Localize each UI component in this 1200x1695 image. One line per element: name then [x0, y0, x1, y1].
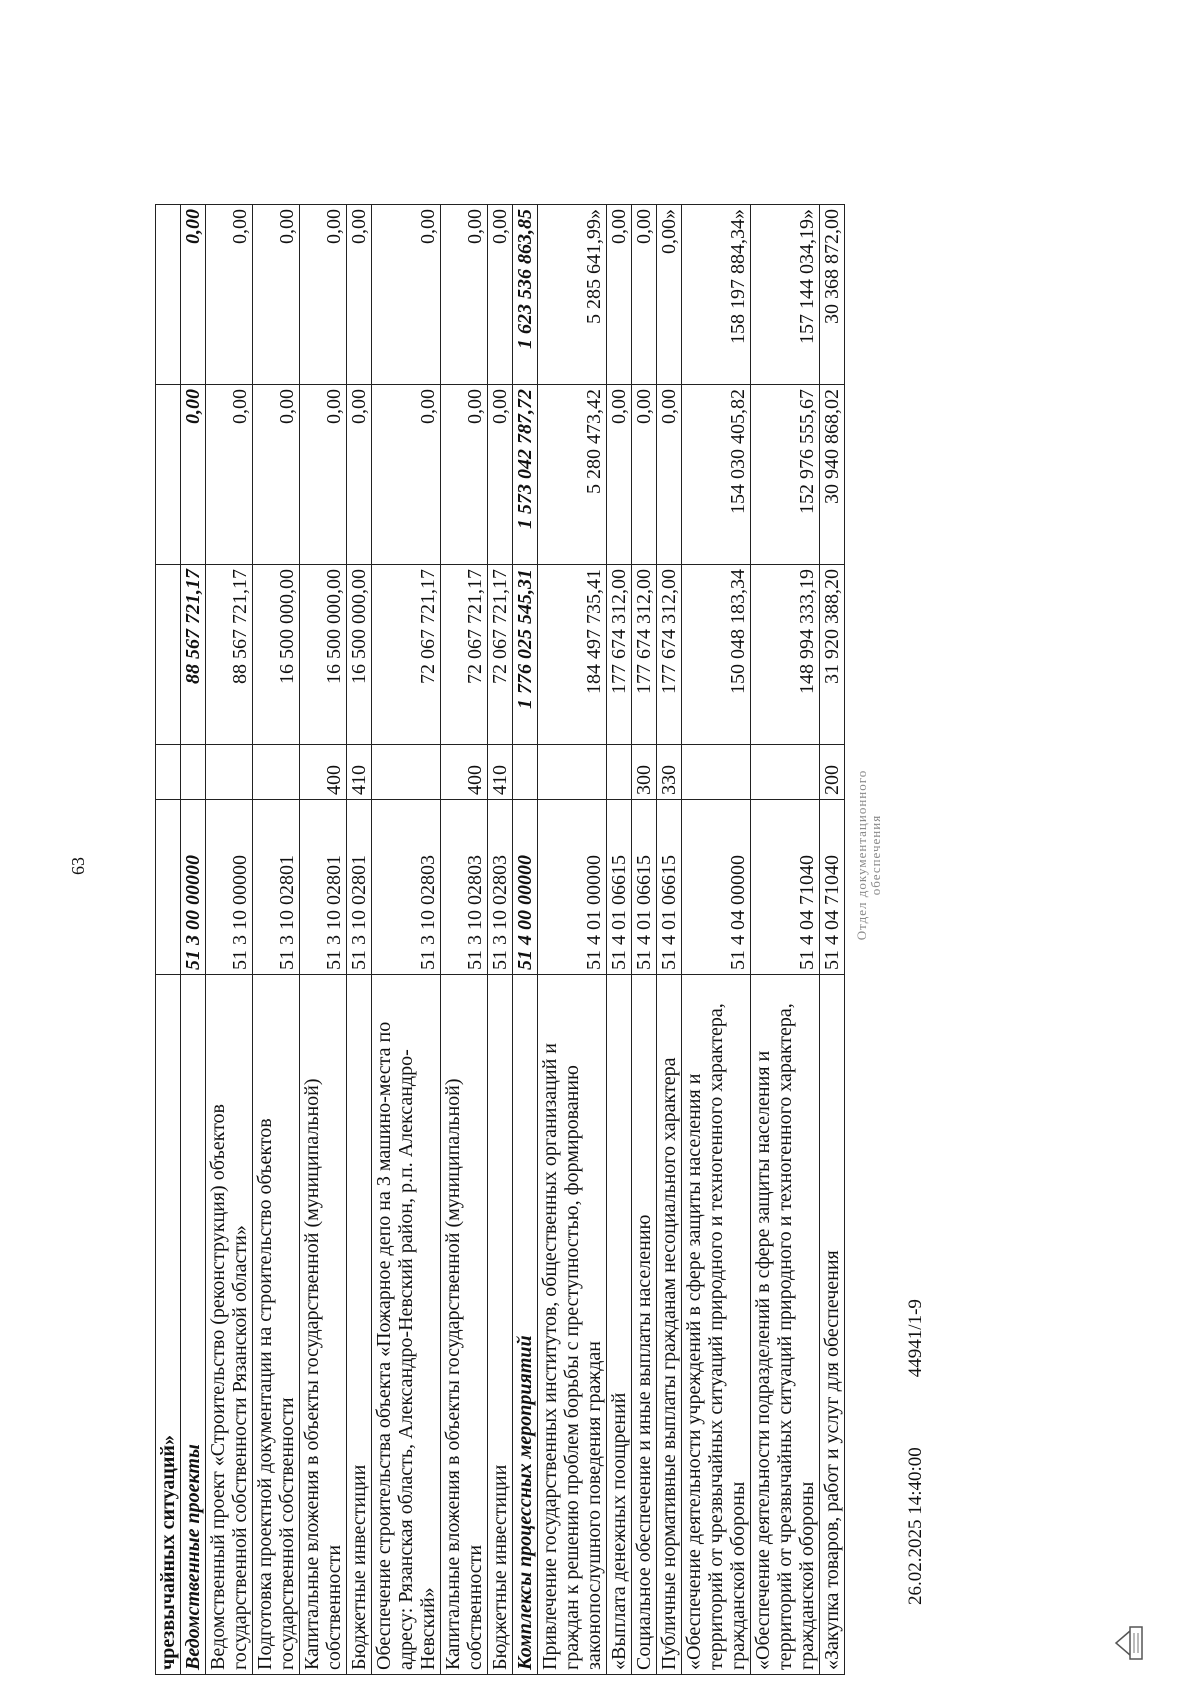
row-type-cell: 200: [820, 745, 845, 800]
row-value-2026-cell: 30 940 868,02: [820, 385, 845, 565]
table-row: [632, 205, 657, 1675]
row-value-2027-cell: 0,00: [206, 205, 253, 385]
row-type-cell: [181, 745, 206, 800]
row-value-2026-cell: 0,00: [607, 385, 632, 565]
row-code-cell: 51 3 10 00000: [206, 800, 253, 975]
row-value-2025-cell: 148 994 333,19: [751, 565, 820, 745]
row-value-2027-cell: 1 623 536 863,85: [513, 205, 538, 385]
table-row: [538, 205, 607, 1675]
row-type-cell: 400: [300, 745, 347, 800]
row-value-2026-cell: 1 573 042 787,72: [513, 385, 538, 565]
row-value-2025-cell: 88 567 721,17: [206, 565, 253, 745]
row-value-2026-cell: [156, 385, 181, 565]
row-value-2027-cell: 0,00: [300, 205, 347, 385]
budget-table: [155, 204, 845, 1675]
row-value-2025-cell: 16 500 000,00: [253, 565, 300, 745]
row-type-cell: [372, 745, 441, 800]
row-value-2026-cell: 0,00: [253, 385, 300, 565]
row-value-2026-cell: 0,00: [181, 385, 206, 565]
row-value-2026-cell: 0,00: [441, 385, 488, 565]
row-value-2025-cell: 16 500 000,00: [300, 565, 347, 745]
row-type-cell: [607, 745, 632, 800]
row-name-cell: Публичные нормативные выплаты гражданам несоциального характера: [657, 975, 682, 1675]
row-code-cell: 51 4 01 00000: [538, 800, 607, 975]
row-code-cell: 51 3 10 02803: [441, 800, 488, 975]
row-name-cell: Обеспечение строительства объекта «Пожарное депо на 3 машино-места по адресу: Рязанская область, Александро-Невский район, р.п. Александро-Невский»: [372, 975, 441, 1675]
row-value-2025-cell: 72 067 721,17: [372, 565, 441, 745]
row-name-cell: Капитальные вложения в объекты государственной (муниципальной) собственности: [441, 975, 488, 1675]
row-value-2027-cell: 0,00: [372, 205, 441, 385]
row-value-2025-cell: 150 048 183,34: [682, 565, 751, 745]
table-row: [372, 205, 441, 1675]
row-code-cell: 51 4 04 00000: [682, 800, 751, 975]
table-row: [156, 205, 181, 1675]
row-type-cell: [206, 745, 253, 800]
row-name-cell: Капитальные вложения в объекты государственной (муниципальной) собственности: [300, 975, 347, 1675]
row-name-cell: Привлечение государственных институтов, общественных организаций и граждан к решению проблем борьбы с преступностью, формированию законопослушного поведения граждан: [538, 975, 607, 1675]
row-value-2026-cell: 0,00: [657, 385, 682, 565]
row-value-2026-cell: 154 030 405,82: [682, 385, 751, 565]
row-code-cell: 51 4 04 71040: [751, 800, 820, 975]
table-row: [513, 205, 538, 1675]
row-value-2025-cell: 31 920 388,20: [820, 565, 845, 745]
table-row: [820, 205, 845, 1675]
row-code-cell: 51 3 10 02803: [488, 800, 513, 975]
row-value-2027-cell: 157 144 034,19»: [751, 205, 820, 385]
row-name-cell: Подготовка проектной документации на строительство объектов государственной собственности: [253, 975, 300, 1675]
row-value-2025-cell: 1 776 025 545,31: [513, 565, 538, 745]
row-value-2027-cell: 0,00: [607, 205, 632, 385]
table-row: [751, 205, 820, 1675]
row-value-2025-cell: [156, 565, 181, 745]
row-name-cell: Социальное обеспечение и иные выплаты населению: [632, 975, 657, 1675]
row-value-2027-cell: 0,00: [253, 205, 300, 385]
row-name-cell: «Обеспечение деятельности учреждений в сфере защиты населения и территорий от чрезвычайных ситуаций природного и техногенного характера, гражданской обороны: [682, 975, 751, 1675]
row-value-2026-cell: 0,00: [300, 385, 347, 565]
row-value-2027-cell: [156, 205, 181, 385]
page-number: 63: [68, 857, 88, 875]
faint-stamp-line: Отдел документационного: [854, 769, 869, 941]
row-name-cell: чрезвычайных ситуаций»: [156, 975, 181, 1675]
row-value-2025-cell: 16 500 000,00: [347, 565, 372, 745]
row-value-2025-cell: 177 674 312,00: [657, 565, 682, 745]
row-code-cell: 51 3 10 02803: [372, 800, 441, 975]
row-name-cell: «Обеспечение деятельности подразделений в сфере защиты населения и территорий от чрезвычайных ситуаций природного и техногенного характера, гражданской обороны: [751, 975, 820, 1675]
row-code-cell: 51 4 01 06615: [657, 800, 682, 975]
row-code-cell: 51 4 04 71040: [820, 800, 845, 975]
row-value-2027-cell: 0,00: [488, 205, 513, 385]
row-name-cell: Ведомственные проекты: [181, 975, 206, 1675]
table-row: [206, 205, 253, 1675]
row-value-2027-cell: 158 197 884,34»: [682, 205, 751, 385]
row-value-2026-cell: 0,00: [206, 385, 253, 565]
row-value-2027-cell: 0,00: [632, 205, 657, 385]
row-value-2026-cell: 0,00: [372, 385, 441, 565]
table-row: [488, 205, 513, 1675]
row-value-2025-cell: 177 674 312,00: [632, 565, 657, 745]
table-row: [682, 205, 751, 1675]
row-name-cell: Бюджетные инвестиции: [488, 975, 513, 1675]
row-code-cell: 51 4 01 06615: [607, 800, 632, 975]
row-value-2027-cell: 5 285 641,99»: [538, 205, 607, 385]
table-row: [300, 205, 347, 1675]
table-row: [253, 205, 300, 1675]
row-type-cell: [156, 745, 181, 800]
table-row: [441, 205, 488, 1675]
row-name-cell: Комплексы процессных мероприятий: [513, 975, 538, 1675]
footer-stamp: [905, 885, 927, 1605]
row-code-cell: 51 3 10 02801: [347, 800, 372, 975]
emblem-icon: [1112, 1623, 1151, 1663]
row-value-2025-cell: 88 567 721,17: [181, 565, 206, 745]
row-type-cell: [538, 745, 607, 800]
row-type-cell: 400: [441, 745, 488, 800]
row-code-cell: 51 4 01 06615: [632, 800, 657, 975]
row-value-2027-cell: 0,00: [181, 205, 206, 385]
row-name-cell: «Закупка товаров, работ и услуг для обеспечения: [820, 975, 845, 1675]
row-value-2027-cell: 30 368 872,00: [820, 205, 845, 385]
footer-date: 26.02.2025 14:40:00: [905, 1447, 926, 1605]
row-name-cell: Бюджетные инвестиции: [347, 975, 372, 1675]
row-name-cell: Ведомственный проект «Строительство (реконструкция) объектов государственной собственности Рязанской области»: [206, 975, 253, 1675]
row-type-cell: [253, 745, 300, 800]
faint-stamp: [855, 735, 883, 975]
row-value-2025-cell: 72 067 721,17: [441, 565, 488, 745]
row-code-cell: 51 3 10 02801: [253, 800, 300, 975]
row-type-cell: [751, 745, 820, 800]
row-code-cell: 51 3 10 02801: [300, 800, 347, 975]
row-code-cell: 51 4 00 00000: [513, 800, 538, 975]
row-type-cell: [682, 745, 751, 800]
row-type-cell: 410: [347, 745, 372, 800]
table-row: [607, 205, 632, 1675]
table-row: [181, 205, 206, 1675]
table-row: [347, 205, 372, 1675]
table-row: [657, 205, 682, 1675]
row-type-cell: 330: [657, 745, 682, 800]
row-value-2025-cell: 184 497 735,41: [538, 565, 607, 745]
row-value-2026-cell: 0,00: [632, 385, 657, 565]
row-value-2027-cell: 0,00: [347, 205, 372, 385]
row-value-2025-cell: 177 674 312,00: [607, 565, 632, 745]
row-value-2026-cell: 5 280 473,42: [538, 385, 607, 565]
budget-table-body: [156, 205, 845, 1675]
footer-doc-id: 44941/1-9: [905, 1299, 926, 1378]
row-type-cell: 300: [632, 745, 657, 800]
row-value-2027-cell: 0,00»: [657, 205, 682, 385]
faint-stamp-line: обеспечения: [868, 814, 883, 896]
row-value-2026-cell: 152 976 555,67: [751, 385, 820, 565]
row-value-2026-cell: 0,00: [488, 385, 513, 565]
row-value-2025-cell: 72 067 721,17: [488, 565, 513, 745]
row-value-2027-cell: 0,00: [441, 205, 488, 385]
row-type-cell: [513, 745, 538, 800]
row-code-cell: 51 3 00 00000: [181, 800, 206, 975]
row-type-cell: 410: [488, 745, 513, 800]
row-code-cell: [156, 800, 181, 975]
row-name-cell: «Выплата денежных поощрений: [607, 975, 632, 1675]
row-value-2026-cell: 0,00: [347, 385, 372, 565]
